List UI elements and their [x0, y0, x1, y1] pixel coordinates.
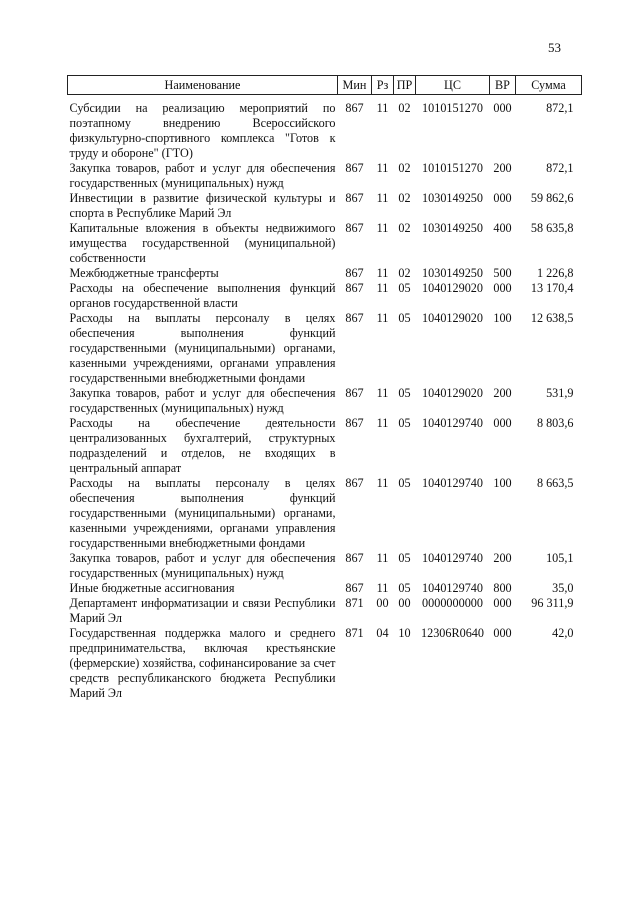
table-header-row — [68, 76, 582, 95]
cell-cs: 1040129020 — [422, 281, 483, 295]
table-row — [68, 416, 582, 476]
cell-sum: 8 803,6 — [536, 416, 574, 430]
header-name: Наименование — [68, 76, 338, 95]
cell-sum: 35,0 — [552, 581, 574, 595]
table-row — [68, 476, 582, 551]
cell-vr: 000 — [493, 416, 512, 430]
cell-min: 867 — [345, 221, 364, 235]
cell-sum: 872,1 — [546, 161, 574, 175]
cell-cs: 1010151270 — [422, 161, 483, 175]
cell-rz: 11 — [376, 386, 389, 400]
cell-min: 867 — [345, 581, 364, 595]
cell-min: 867 — [345, 191, 364, 205]
cell-min: 867 — [345, 101, 364, 115]
header-sum: Сумма — [516, 76, 582, 95]
cell-rz: 11 — [376, 551, 389, 565]
cell-rz: 11 — [376, 221, 389, 235]
table-row — [68, 221, 582, 266]
cell-vr: 400 — [493, 221, 512, 235]
cell-rz: 11 — [376, 161, 389, 175]
table-row — [68, 386, 582, 416]
budget-table — [67, 75, 582, 701]
cell-pr: 05 — [398, 311, 411, 325]
cell-min: 867 — [345, 266, 364, 280]
cell-sum: 1 226,8 — [536, 266, 574, 280]
cell-pr: 02 — [398, 191, 411, 205]
cell-vr: 000 — [493, 101, 512, 115]
cell-rz: 11 — [376, 311, 389, 325]
table-row — [68, 311, 582, 386]
cell-vr: 000 — [493, 626, 512, 640]
cell-sum: 96 311,9 — [531, 596, 574, 610]
cell-sum: 531,9 — [546, 386, 574, 400]
cell-cs: 1040129740 — [422, 416, 483, 430]
cell-cs: 1030149250 — [422, 266, 483, 280]
cell-min: 867 — [345, 311, 364, 325]
cell-rz: 11 — [376, 476, 389, 490]
cell-pr: 05 — [398, 476, 411, 490]
table-row — [68, 191, 582, 221]
table-body — [68, 95, 582, 702]
cell-pr: 05 — [398, 551, 411, 565]
cell-sum: 8 663,5 — [536, 476, 574, 490]
cell-pr: 05 — [398, 281, 411, 295]
cell-pr: 02 — [398, 221, 411, 235]
cell-min: 867 — [345, 551, 364, 565]
header-rz: Рз — [372, 76, 394, 95]
cell-vr: 500 — [493, 266, 512, 280]
cell-cs: 1040129740 — [422, 551, 483, 565]
cell-sum: 58 635,8 — [530, 221, 574, 235]
cell-rz: 11 — [376, 281, 389, 295]
cell-rz: 11 — [376, 416, 389, 430]
cell-name: Закупка товаров, работ и услуг для обеспечения государственных (муниципальных) нужд — [69, 386, 336, 415]
cell-rz: 04 — [376, 626, 389, 640]
table-row — [68, 626, 582, 701]
cell-min: 867 — [345, 476, 364, 490]
cell-rz: 11 — [376, 191, 389, 205]
cell-vr: 200 — [493, 551, 512, 565]
cell-min: 871 — [345, 626, 364, 640]
cell-pr: 02 — [398, 101, 411, 115]
page-number: 53 — [548, 40, 561, 55]
cell-cs: 1030149250 — [422, 221, 483, 235]
cell-name: Межбюджетные трансферты — [69, 266, 219, 280]
cell-pr: 00 — [398, 596, 411, 610]
cell-vr: 000 — [493, 281, 512, 295]
cell-sum: 872,1 — [546, 101, 574, 115]
header-vr: ВР — [490, 76, 516, 95]
cell-vr: 100 — [493, 476, 512, 490]
cell-pr: 05 — [398, 386, 411, 400]
cell-pr: 05 — [398, 581, 411, 595]
cell-pr: 02 — [398, 266, 411, 280]
cell-sum: 12 638,5 — [530, 311, 574, 325]
cell-sum: 105,1 — [546, 551, 574, 565]
cell-sum: 59 862,6 — [530, 191, 574, 205]
cell-name: Иные бюджетные ассигнования — [69, 581, 235, 595]
table-row — [68, 581, 582, 596]
cell-min: 871 — [345, 596, 364, 610]
cell-name: Государственная поддержка малого и среднего предпринимательства, включая крестьянские (фермерские) хозяйства, софинансирование за счет средств республиканского бюджета Республики Марий Эл — [69, 626, 336, 700]
cell-vr: 200 — [493, 386, 512, 400]
cell-min: 867 — [345, 416, 364, 430]
cell-pr: 02 — [398, 161, 411, 175]
cell-rz: 00 — [376, 596, 389, 610]
cell-rz: 11 — [376, 581, 389, 595]
table-row — [68, 101, 582, 161]
cell-name: Расходы на выплаты персоналу в целях обеспечения выполнения функций государственными (муниципальными) органами, казенными учреждениями, органами управления государственными внебюджетными фондами — [69, 476, 336, 550]
cell-name: Инвестиции в развитие физической культуры и спорта в Республике Марий Эл — [69, 191, 336, 220]
cell-name: Расходы на обеспечение деятельности централизованных бухгалтерий, структурных подразделений и отделов, не входящих в центральный аппарат — [69, 416, 336, 475]
cell-name: Закупка товаров, работ и услуг для обеспечения государственных (муниципальных) нужд — [69, 551, 336, 580]
header-min: Мин — [338, 76, 372, 95]
cell-name: Расходы на выплаты персоналу в целях обеспечения выполнения функций государственными (муниципальными) органами, казенными учреждениями, органами управления государственными внебюджетными фондами — [69, 311, 336, 385]
table-row — [68, 281, 582, 311]
cell-vr: 000 — [493, 191, 512, 205]
cell-pr: 05 — [398, 416, 411, 430]
cell-cs: 0000000000 — [422, 596, 483, 610]
cell-name: Капитальные вложения в объекты недвижимого имущества государственной (муниципальной) собственности — [69, 221, 336, 265]
cell-min: 867 — [345, 281, 364, 295]
cell-cs: 1030149250 — [422, 191, 483, 205]
cell-min: 867 — [345, 386, 364, 400]
cell-vr: 800 — [493, 581, 512, 595]
cell-pr: 10 — [398, 626, 411, 640]
cell-name: Закупка товаров, работ и услуг для обеспечения государственных (муниципальных) нужд — [69, 161, 336, 190]
cell-name: Департамент информатизации и связи Республики Марий Эл — [69, 596, 336, 625]
cell-rz: 11 — [376, 266, 389, 280]
cell-sum: 42,0 — [552, 626, 574, 640]
cell-vr: 100 — [493, 311, 512, 325]
table-row — [68, 266, 582, 281]
cell-cs: 1040129740 — [422, 476, 483, 490]
cell-name: Расходы на обеспечение выполнения функций органов государственной власти — [69, 281, 336, 310]
cell-sum: 13 170,4 — [530, 281, 574, 295]
table-row — [68, 596, 582, 626]
cell-cs: 1040129020 — [422, 386, 483, 400]
header-pr: ПР — [394, 76, 416, 95]
table-row — [68, 551, 582, 581]
cell-name: Субсидии на реализацию мероприятий по поэтапному внедрению Всероссийского физкультурно-спортивного комплекса "Готов к труду и обороне" (ГТО) — [69, 101, 336, 160]
header-cs: ЦС — [416, 76, 490, 95]
cell-vr: 000 — [493, 596, 512, 610]
table-row — [68, 161, 582, 191]
cell-rz: 11 — [376, 101, 389, 115]
cell-cs: 1010151270 — [422, 101, 483, 115]
cell-cs: 12306R0640 — [421, 626, 484, 640]
cell-cs: 1040129740 — [422, 581, 483, 595]
cell-cs: 1040129020 — [422, 311, 483, 325]
cell-vr: 200 — [493, 161, 512, 175]
cell-min: 867 — [345, 161, 364, 175]
